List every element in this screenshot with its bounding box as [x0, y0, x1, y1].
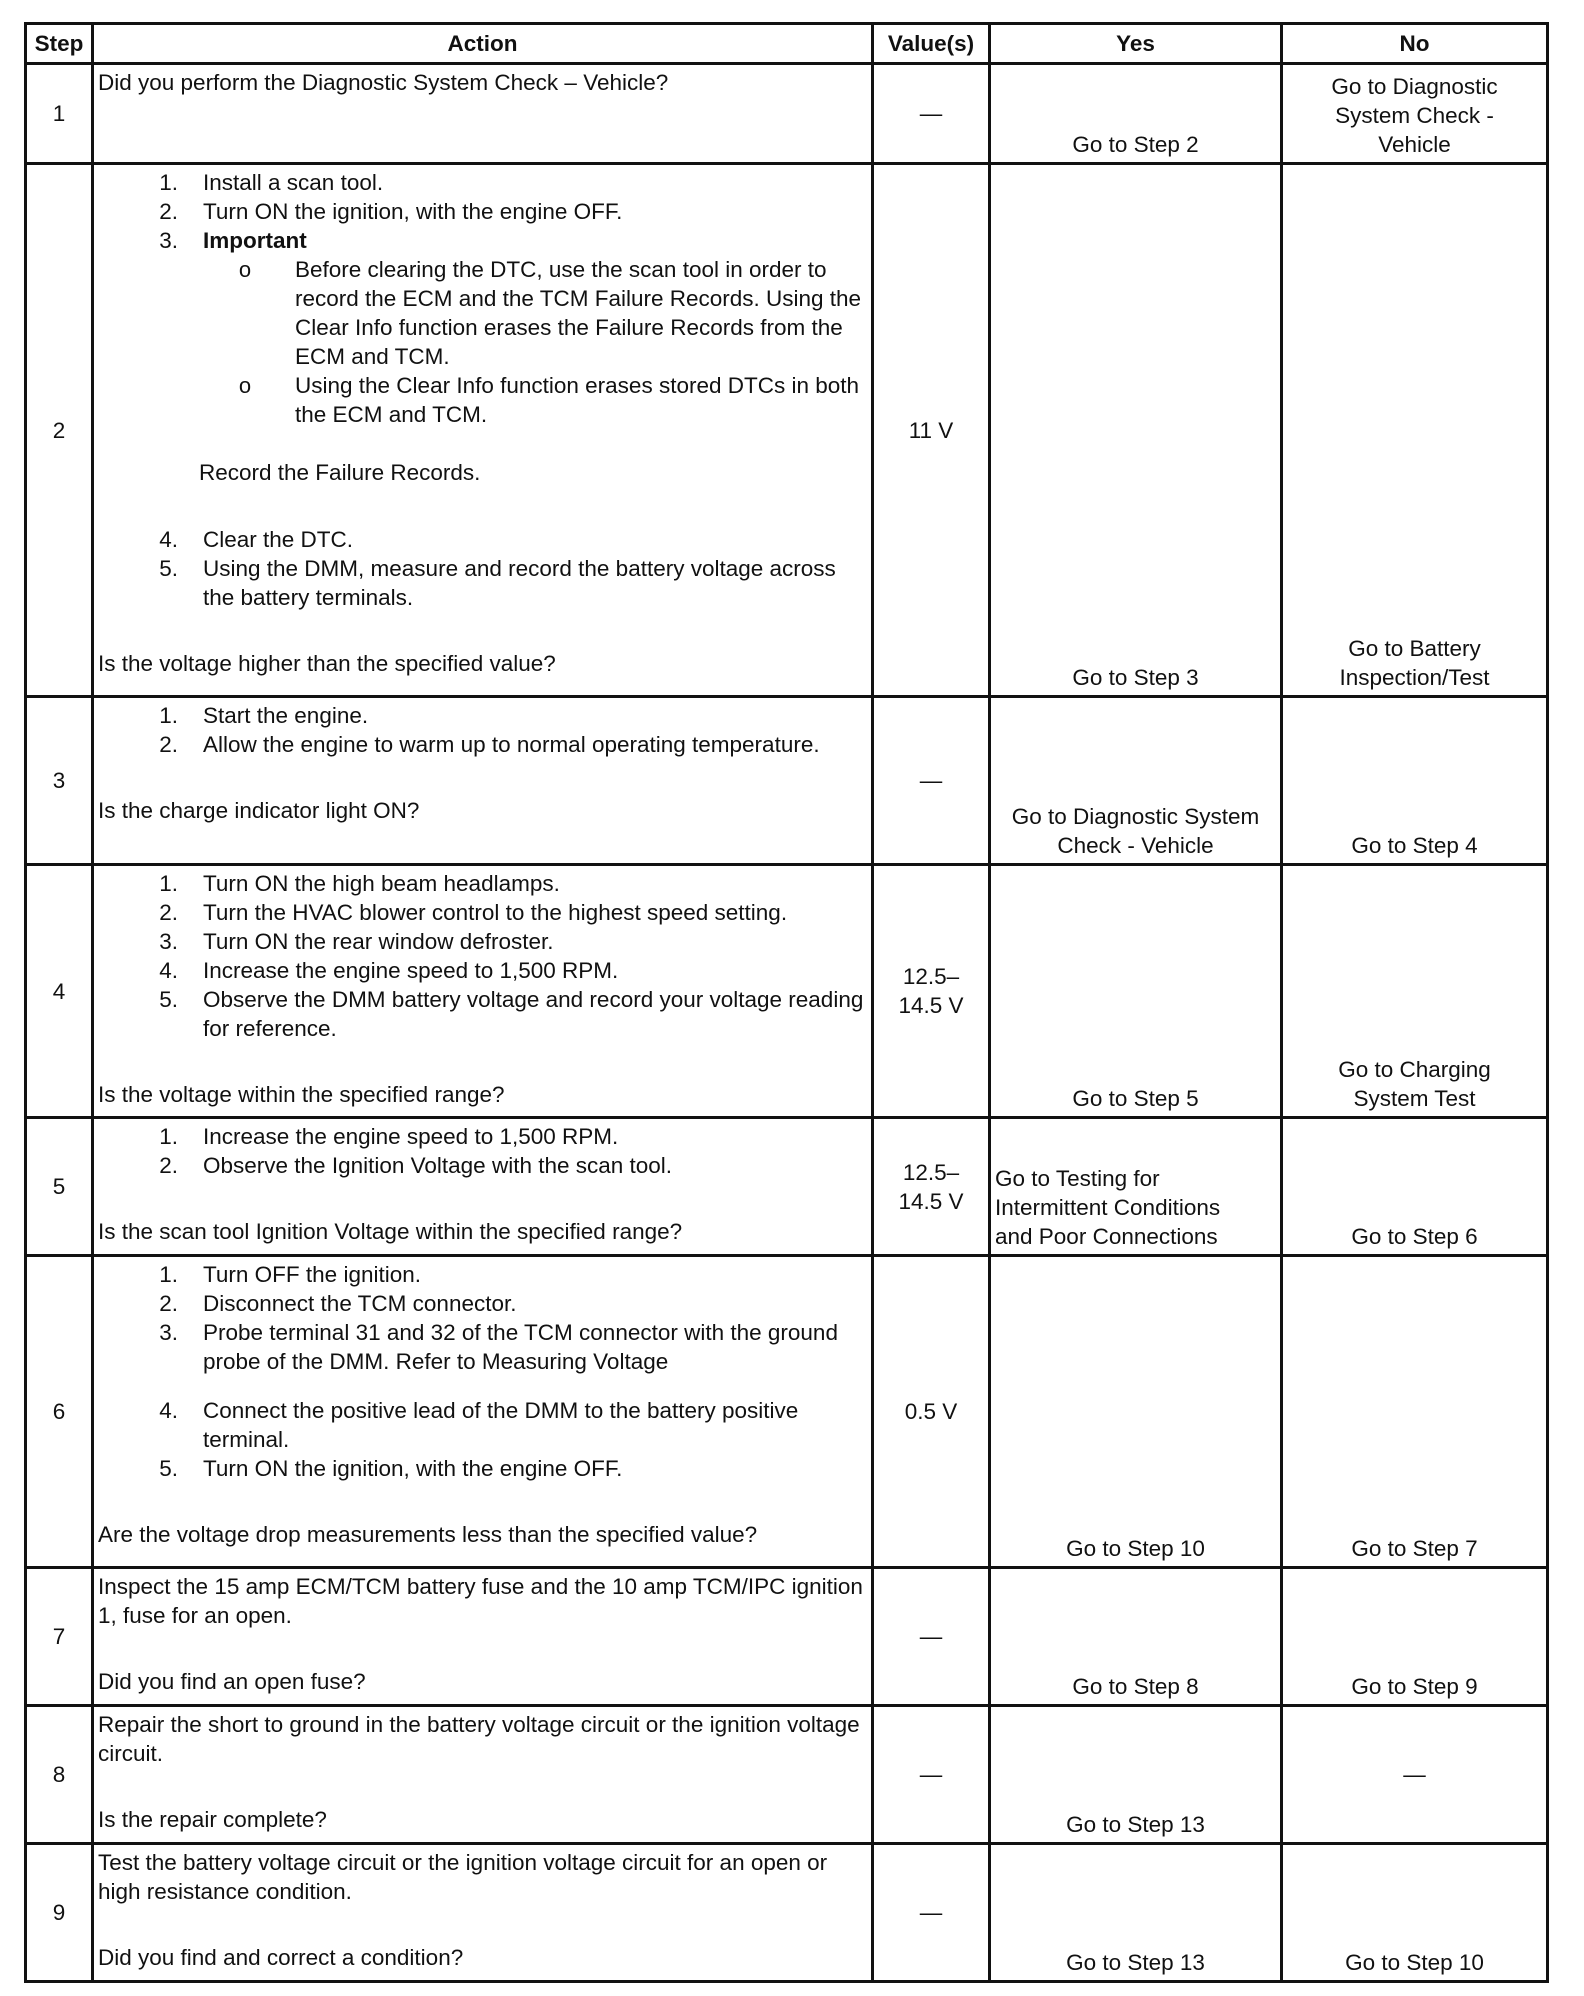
- step-number: 9: [26, 1844, 93, 1982]
- header-action: Action: [93, 24, 873, 64]
- action-cell: [93, 1568, 873, 1706]
- diagnostic-table: [24, 22, 1549, 1983]
- no-cell: [1282, 164, 1548, 697]
- no-cell: Go to Step 7: [1282, 1256, 1548, 1568]
- table-row: [26, 1706, 1548, 1844]
- step-list: [98, 869, 865, 1043]
- list-item: 4. Increase the engine speed to 1,500 RPM.: [159, 958, 619, 983]
- list-item: 1. Turn OFF the ignition.: [159, 1262, 422, 1287]
- table-row: [26, 697, 1548, 865]
- list-item: 1. Turn ON the high beam headlamps.: [159, 871, 560, 896]
- value-cell: —: [873, 1568, 990, 1706]
- value-cell: 11 V: [873, 164, 990, 697]
- list-item: 1. Increase the engine speed to 1,500 RPM.: [159, 1124, 619, 1149]
- list-item: 2. Turn the HVAC blower control to the highest speed setting.: [159, 900, 788, 925]
- value-cell: —: [873, 1706, 990, 1844]
- action-question: Is the voltage within the specified range?: [98, 1082, 505, 1107]
- action-cell: [93, 164, 873, 697]
- value-cell: [873, 1118, 990, 1256]
- list-item: 3. Probe terminal 31 and 32 of the TCM connector with the ground probe of the DMM. Refer to Measuring Voltage: [159, 1320, 838, 1374]
- list-item: 4. Connect the positive lead of the DMM to the battery positive terminal.: [159, 1398, 799, 1452]
- list-item: 2. Observe the Ignition Voltage with the scan tool.: [159, 1153, 673, 1178]
- step-number: 4: [26, 865, 93, 1118]
- step-list: [98, 525, 865, 612]
- yes-cell: Go to Step 5: [990, 865, 1282, 1118]
- action-cell: [93, 1118, 873, 1256]
- value-line: 14.5 V: [898, 993, 964, 1018]
- list-item: 2. Turn ON the ignition, with the engine OFF.: [159, 199, 623, 224]
- note-text: Record the Failure Records.: [199, 460, 481, 485]
- action-question: Is the repair complete?: [98, 1807, 327, 1832]
- list-item: 5. Observe the DMM battery voltage and record your voltage reading for reference.: [159, 987, 864, 1041]
- step-list: [98, 701, 865, 759]
- yes-cell: Go to Step 2: [990, 64, 1282, 164]
- value-cell: —: [873, 697, 990, 865]
- value-cell: —: [873, 64, 990, 164]
- action-cell: [93, 697, 873, 865]
- no-cell: Go to Step 9: [1282, 1568, 1548, 1706]
- list-item: 5. Using the DMM, measure and record the battery voltage across the battery terminals.: [159, 556, 836, 610]
- list-item: 1. Start the engine.: [159, 703, 369, 728]
- yes-line: Go to Testing for: [995, 1166, 1160, 1191]
- table-row: [26, 1118, 1548, 1256]
- no-cell: [1282, 64, 1548, 164]
- action-cell: [93, 64, 873, 164]
- bullet-group: [98, 255, 865, 429]
- bullet-item: o Before clearing the DTC, use the scan tool in order to record the ECM and the TCM Failure Records. Using the Clear Info function erases the Failure Records from the ECM and TCM.: [238, 257, 862, 369]
- header-row: [26, 24, 1548, 64]
- important-label: Important: [203, 228, 307, 253]
- value-cell: —: [873, 1844, 990, 1982]
- list-item: 3. Important: [159, 228, 307, 253]
- yes-cell: [990, 697, 1282, 865]
- value-cell: 0.5 V: [873, 1256, 990, 1568]
- yes-cell: Go to Step 3: [990, 164, 1282, 697]
- table-row: [26, 164, 1548, 697]
- yes-line: Intermittent Conditions: [995, 1195, 1221, 1220]
- action-cell: [93, 1256, 873, 1568]
- no-line: Go to Diagnostic: [1331, 74, 1498, 99]
- action-question: Is the charge indicator light ON?: [98, 798, 420, 823]
- no-line: System Check -: [1335, 103, 1494, 128]
- value-line: 12.5–: [902, 1159, 960, 1185]
- no-cell: Go to Step 10: [1282, 1844, 1548, 1982]
- action-text: Repair the short to ground in the battery voltage circuit or the ignition voltage circuit.: [98, 1712, 860, 1766]
- no-cell: [1282, 865, 1548, 1118]
- yes-line: Check - Vehicle: [1057, 833, 1214, 858]
- table-row: [26, 865, 1548, 1118]
- table-row: [26, 1256, 1548, 1568]
- step-number: 3: [26, 697, 93, 865]
- no-line: Go to Battery: [1348, 636, 1481, 661]
- action-question: Did you perform the Diagnostic System Check – Vehicle?: [98, 70, 669, 95]
- step-list: [98, 1122, 865, 1180]
- yes-cell: Go to Step 8: [990, 1568, 1282, 1706]
- table-row: [26, 64, 1548, 164]
- yes-cell: [990, 1118, 1282, 1256]
- step-number: 8: [26, 1706, 93, 1844]
- list-item: 1. Install a scan tool.: [159, 170, 384, 195]
- no-cell: Go to Step 6: [1282, 1118, 1548, 1256]
- list-item: 5. Turn ON the ignition, with the engine OFF.: [159, 1456, 623, 1481]
- header-no: No: [1282, 24, 1548, 64]
- yes-cell: Go to Step 13: [990, 1706, 1282, 1844]
- step-list: [98, 1396, 865, 1483]
- no-line: Inspection/Test: [1339, 665, 1490, 690]
- list-item: 2. Disconnect the TCM connector.: [159, 1291, 517, 1316]
- step-number: 7: [26, 1568, 93, 1706]
- yes-cell: Go to Step 13: [990, 1844, 1282, 1982]
- value-cell: [873, 865, 990, 1118]
- no-line: System Test: [1353, 1086, 1476, 1111]
- step-number: 2: [26, 164, 93, 697]
- action-text: Test the battery voltage circuit or the ignition voltage circuit for an open or high resistance condition.: [98, 1850, 828, 1904]
- action-cell: [93, 865, 873, 1118]
- action-cell: [93, 1844, 873, 1982]
- diagnostic-table-container: [24, 22, 1549, 1983]
- value-line: 12.5–: [902, 964, 960, 989]
- header-yes: Yes: [990, 24, 1282, 64]
- value-line: 14.5 V: [898, 1188, 964, 1214]
- yes-cell: Go to Step 10: [990, 1256, 1282, 1568]
- list-item: 4. Clear the DTC.: [159, 527, 354, 552]
- bullet-item: o Using the Clear Info function erases stored DTCs in both the ECM and TCM.: [238, 373, 860, 427]
- action-question: Are the voltage drop measurements less than the specified value?: [98, 1522, 758, 1547]
- header-step: Step: [26, 24, 93, 64]
- no-line: Go to Charging: [1338, 1057, 1491, 1082]
- action-question: Is the voltage higher than the specified value?: [98, 651, 556, 676]
- action-question: Did you find and correct a condition?: [98, 1945, 464, 1970]
- step-number: 1: [26, 64, 93, 164]
- step-number: 5: [26, 1118, 93, 1256]
- no-cell: Go to Step 4: [1282, 697, 1548, 865]
- table-row: [26, 1844, 1548, 1982]
- list-item: 3. Turn ON the rear window defroster.: [159, 929, 554, 954]
- yes-line: and Poor Connections: [995, 1224, 1218, 1249]
- list-item: 2. Allow the engine to warm up to normal operating temperature.: [159, 732, 820, 757]
- action-question: Did you find an open fuse?: [98, 1669, 366, 1694]
- header-values: Value(s): [873, 24, 990, 64]
- yes-line: Go to Diagnostic System: [1011, 804, 1260, 829]
- step-number: 6: [26, 1256, 93, 1568]
- table-row: [26, 1568, 1548, 1706]
- no-line: Vehicle: [1378, 132, 1451, 157]
- step-list: [98, 168, 865, 255]
- step-list: [98, 1260, 865, 1376]
- no-cell: —: [1282, 1706, 1548, 1844]
- action-cell: [93, 1706, 873, 1844]
- action-text: Inspect the 15 amp ECM/TCM battery fuse and the 10 amp TCM/IPC ignition 1, fuse for an open.: [98, 1574, 863, 1628]
- action-question: Is the scan tool Ignition Voltage within the specified range?: [98, 1219, 683, 1244]
